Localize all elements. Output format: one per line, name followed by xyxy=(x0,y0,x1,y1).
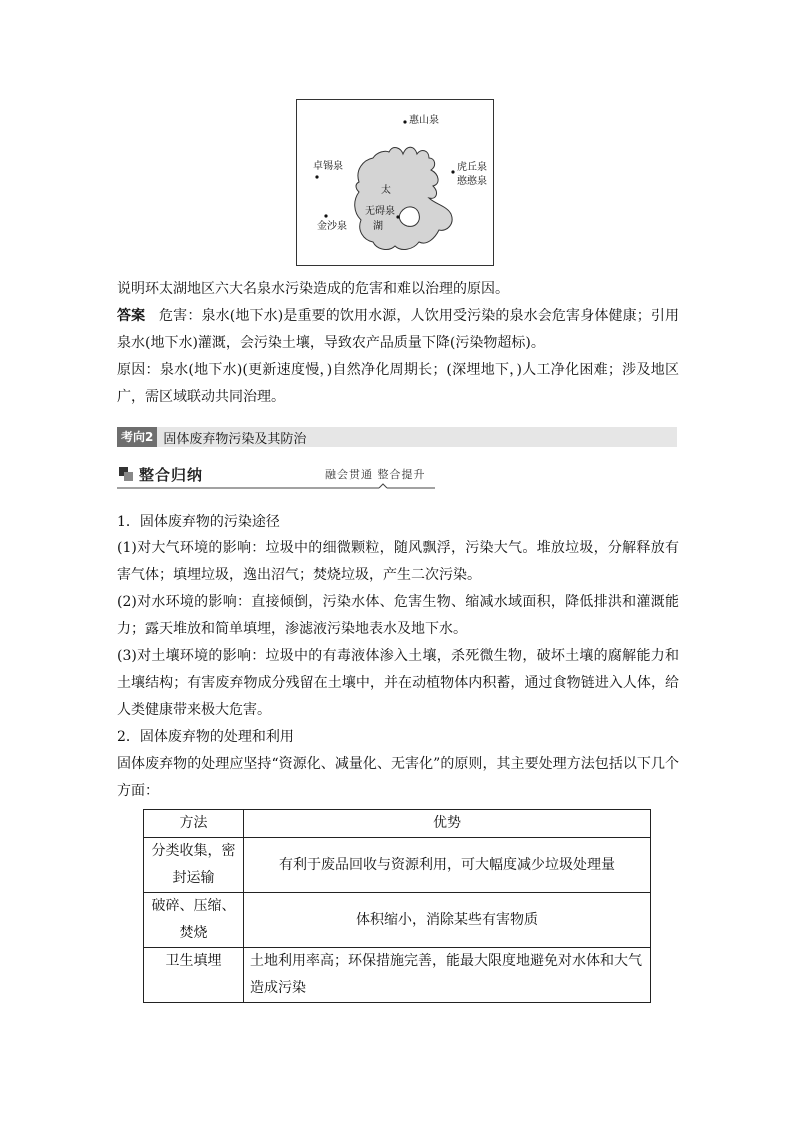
label-jinsha: 金沙泉 xyxy=(317,221,347,232)
paragraph-principle: 固体废弃物的处理应坚持“资源化、减量化、无害化”的原则，其主要处理方法包括以下几个方面： xyxy=(117,756,679,799)
paragraph-soil: (3)对土壤环境的影响：垃圾中的有毒液体渗入土壤，杀死微生物，破坏土壤的腐解能力和土壤结构；有害废弃物成分残留在土壤中，并在动植物体内积蓄，通过食物链进入人体，给人类健康带来极大危害。 xyxy=(117,648,679,718)
square-icon xyxy=(119,467,133,481)
header-method: 方法 xyxy=(144,810,244,838)
table-header-row xyxy=(144,810,651,838)
section-tag: 考向2 xyxy=(117,427,157,447)
heading-treatment: 2．固体废弃物的处理和利用 xyxy=(117,729,294,745)
section-header xyxy=(117,427,677,447)
label-huishan: 惠山泉 xyxy=(409,115,439,126)
paragraph-water: (2)对水环境的影响：直接倾倒，污染水体、危害生物、缩减水域面积，降低排洪和灌溉能力；露天堆放和简单填埋，渗滤液污染地表水及地下水。 xyxy=(117,594,679,637)
label-huqiu: 虎丘泉 xyxy=(457,162,487,173)
answer-harm-text: 危害：泉水(地下水)是重要的饮用水源，人饮用受污染的泉水会危害身体健康；引用泉水(地下水)灌溉，会污染土壤，导致农产品质量下降(污染物超标)。 xyxy=(117,308,680,351)
label-tai: 太 xyxy=(381,185,391,196)
section-title: 固体废弃物污染及其防治 xyxy=(163,431,307,447)
question-text: 说明环太湖地区六大名泉水污染造成的危害和难以治理的原因。 xyxy=(117,281,509,297)
label-wuai: 无碍泉 xyxy=(365,206,395,217)
table-row xyxy=(144,838,651,893)
label-zhuoxi: 卓锡泉 xyxy=(313,161,343,172)
answer-harm xyxy=(117,303,679,357)
label-hanhan: 憨憨泉 xyxy=(457,176,487,187)
table-row xyxy=(144,948,651,1003)
advantage-cell: 土地利用率高；环保措施完善，能最大限度地避免对水体和大气造成污染 xyxy=(244,948,651,1003)
integration-title: 整合归纳 xyxy=(139,466,204,484)
answer-prefix: 答案 xyxy=(117,308,146,324)
integration-header xyxy=(117,462,437,492)
method-cell: 卫生填埋 xyxy=(144,948,244,1003)
header-advantage: 优势 xyxy=(244,810,651,838)
advantage-cell: 体积缩小，消除某些有害物质 xyxy=(244,893,651,948)
answer-reason: 原因：泉水(地下水)(更新速度慢，)自然净化周期长；(深埋地下，)人工净化困难；涉及地区广，需区域联动共同治理。 xyxy=(117,362,679,405)
label-hu: 湖 xyxy=(373,221,383,232)
integration-subtitle: 融会贯通 整合提升 xyxy=(325,468,426,481)
methods-table xyxy=(143,809,651,1003)
paragraph-air: (1)对大气环境的影响：垃圾中的细微颗粒，随风飘浮，污染大气。堆放垃圾，分解释放有害气体；填埋垃圾，逸出沼气；焚烧垃圾，产生二次污染。 xyxy=(117,540,679,583)
taihu-springs-map xyxy=(296,99,494,266)
table-row xyxy=(144,893,651,948)
method-cell: 破碎、压缩、焚烧 xyxy=(144,893,244,948)
advantage-cell: 有利于废品回收与资源利用，可大幅度减少垃圾处理量 xyxy=(244,838,651,893)
heading-pollution-paths: 1．固体废弃物的污染途径 xyxy=(117,514,280,530)
method-cell: 分类收集，密封运输 xyxy=(144,838,244,893)
